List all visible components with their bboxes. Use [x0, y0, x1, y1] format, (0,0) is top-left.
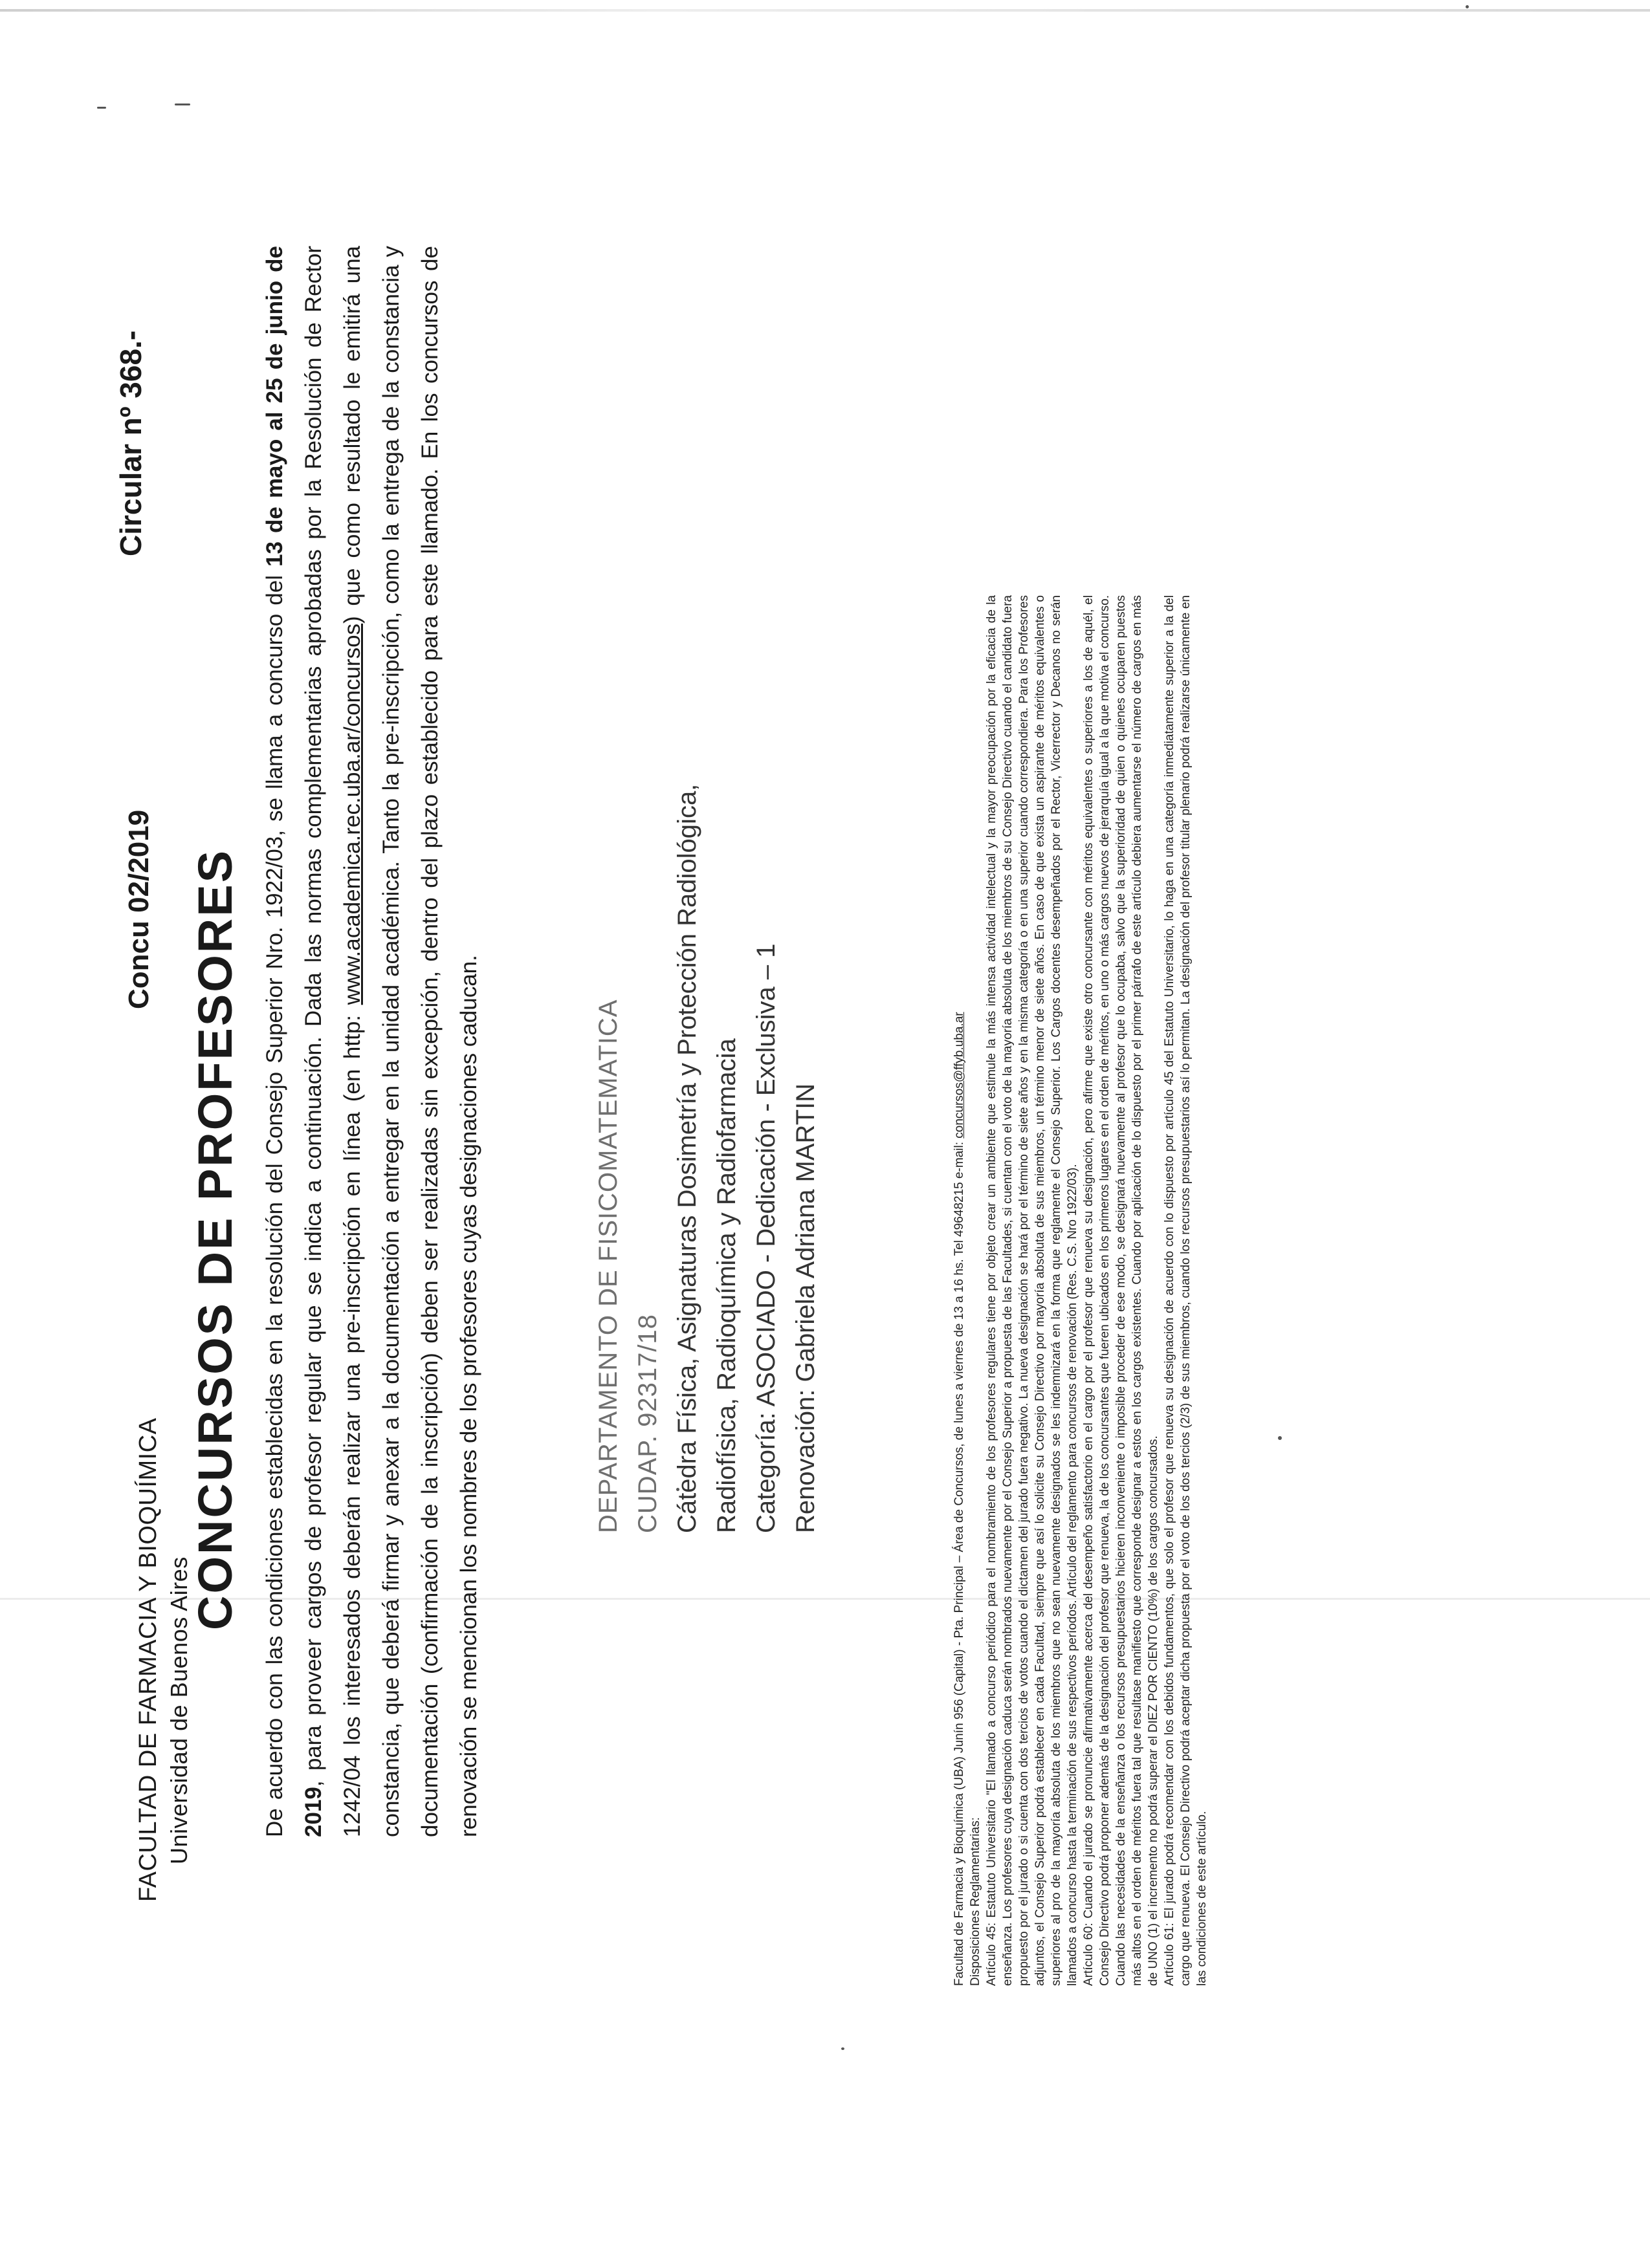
article-45: Artículo 45: Estatuto Universitario "El llamado a concurso periódico para el nombramiento de los profesores regulares tiene por objeto crear un ambiente que estimule la más intensa actividad intelectual y la mayor preocupación por la eficacia de la enseñanza. Los profesores cuya designación caduca serán nombrados nuevamente por el Consejo Superior a propuesta de las Facultades, si cuentan con el voto de la mayoría absoluta de los miembros de su Consejo Directivo cuando el candidato fuera propuesto por el jurado o si cuenta con dos tercios de votos cuando el dictamen del jurado fuera negativo. La nueva designación se hará por el término de siete años y en la misma categoría o en una superior cuando correspondiera. Para los Profesores adjuntos, el Consejo Superior podrá establecer en cada Facultad, siempre que así lo solicite su Consejo Directivo por mayoría absoluta de sus miembros, un término menor de siete años. En caso de que exista un aspirante de méritos equivalentes o superiores al pro de la mayoría absoluta de los miembros que no sean nuevamente designados se les indemnizará en la forma que reglamente el Consejo Superior. Los Cargos docentes desempeñados por el Rector, Vicerrector y Decanos no serán llamados a concurso hasta la terminación de sus respectivos períodos. Artículo del reglamento para concursos de renovación (Res. C.S. Nro 1922/03).: [985, 595, 1079, 1986]
faculty-header: [133, 1417, 195, 1902]
body-text-part1: De acuerdo con las condiciones establecidas en la resolución del Consejo Superior Nro. 1922/03, se llama a concurso del: [262, 566, 287, 1837]
faculty-name: FACULTAD DE FARMACIA Y BIOQUÍMICA: [135, 1417, 162, 1902]
concurso-dates: 13 de mayo al 25 de junio de 2019: [262, 245, 326, 1837]
department-details: [589, 784, 826, 1533]
scan-edge: [0, 9, 1650, 12]
body-text-part3: ) que como resultado le emitirá una constancia, que deberá firmar y anexar a la documentación a entregar en la unidad académica. Tanto la pre-inscripción, como la entrega de la constancia y documentación (confirmación de la inscripción) deben ser realizadas sin excepción, dentro del plazo establecido para este llamado. En los concursos de renovación se mencionan los nombres de los profesores cuyas designaciones caducan.: [340, 246, 481, 1837]
contact-email-link[interactable]: concursos@ffyb.uba.ar: [952, 1012, 966, 1139]
catedra-line-cont: Radiofísica, Radioquímica y Radiofarmacia: [712, 1038, 741, 1533]
article-61: Artículo 61: El jurado podrá recomendar con los debidos fundamentos, que solo el profesor que renueva su designación de acuerdo con lo dispuesto por artículo 45 del Estatuto Universitario, lo haga en una categoría inmediatamente superior a la del cargo que renueva. El Consejo Directivo podrá aceptar dicha propuesta por el voto de los dos tercios (2/3) de sus miembros, cuando los recursos presupuestarios así lo permitan. La designación del profesor titular plenario podrá realizarse únicamente en las condiciones de este artículo.: [1163, 595, 1209, 1986]
concurso-code: Concu 02/2019: [123, 809, 155, 1009]
renovacion-line: Renovación: Gabriela Adriana MARTIN: [791, 1083, 820, 1533]
article-60: Artículo 60: Cuando el jurado se pronuncie afirmativamente acerca del desempeño satisfactorio en el cargo por el profesor que renueva su designación, pero afirme que existe otro concursante con méritos equivalentes o superiores a los de aquél, el Consejo Directivo podrá proponer además de la designación del profesor que renueva, la de los concursantes que fueren ubicados en los primeros lugares en el orden de méritos, en uno o más cargos nuevos de jerarquía igual a la que motiva el concurso. Cuando las necesidades de la enseñanza o los recursos presupuestarios hicieren inconveniente o imposible proceder de ese modo, se designará nuevamente al profesor que lo ocupaba, salvo que la superioridad de quien o quienes ocuparen puestos más altos en el orden de méritos fuera tal que resultase manifiesto que corresponde designar a estos en los cargos existentes. Cuando por aplicación de lo dispuesto por el primer párrafo de este artículo debiera aumentarse el número de cargos en más de UNO (1) el incremento no podrá superar el DIEZ POR CIENTO (10%) de los cargos concursados.: [1082, 595, 1160, 1986]
department-name: DEPARTAMENTO DE FISICOMATEMATICA: [594, 999, 622, 1533]
regulations-heading: Disposiciones Reglamentarias:: [969, 1817, 982, 1986]
catedra-line: Cátedra Física, Asignaturas Dosimetría y Protección Radiológica,: [673, 783, 701, 1533]
scan-speck: [1466, 5, 1469, 8]
page-title: CONCURSOS DE PROFESORES: [188, 849, 242, 1630]
announcement-body: [256, 246, 489, 1837]
cudap-number: CUDAP. 92317/18: [633, 1314, 662, 1533]
contact-info: Facultad de Farmacia y Bioquímica (UBA) Junín 956 (Capital) - Pta. Principal – Área de Concursos, de lunes a viernes de 13 a 16 hs. Tel 49648215 e-mail:: [952, 1138, 966, 1986]
circular-number: Circular nº 368.-: [114, 330, 148, 556]
preinscription-link[interactable]: www.academica.rec.uba.ar/concursos: [340, 623, 365, 1005]
categoria-line: Categoría: ASOCIADO - Dedicación - Exclusiva – 1: [752, 943, 780, 1533]
document-page: [0, 65, 1650, 2251]
regulations-footer: [951, 595, 1210, 1986]
university-name: Universidad de Buenos Aires: [166, 1556, 192, 1864]
body-text-part2: , para proveer cargos de profesor regular que se indica a continuación. Dada las normas complementarias aprobadas por la Resolución de Rector 1242/04 los interesados deberán realizar una pre-inscripción en línea (en http:: [301, 246, 365, 1837]
